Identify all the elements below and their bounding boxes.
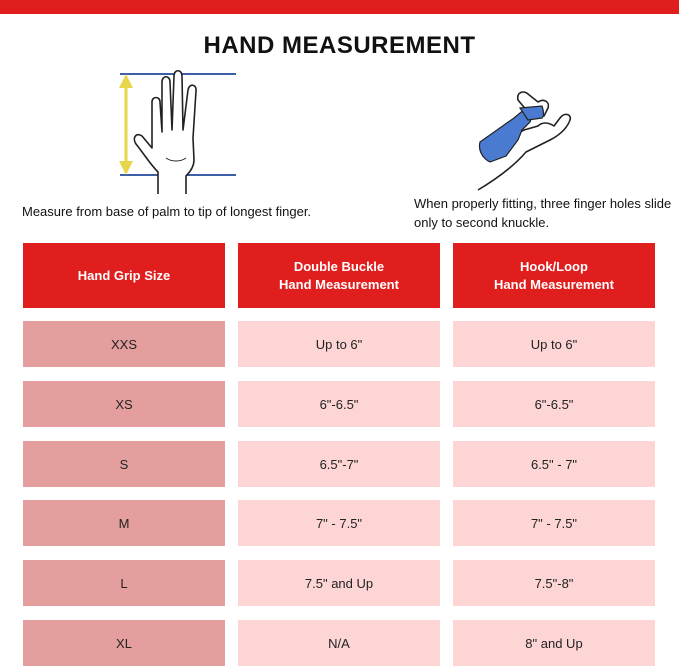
hook-loop-cell-xxs: Up to 6" <box>453 321 655 367</box>
hook-loop-cell-m: 7" - 7.5" <box>453 500 655 546</box>
hand-measurement-icon <box>100 62 240 197</box>
header-label-line2: Hand Measurement <box>494 276 614 292</box>
size-cell-s: S <box>23 441 225 487</box>
header-hand-grip-size <box>23 243 225 308</box>
size-cell-l: L <box>23 560 225 606</box>
double-buckle-cell-xs: 6"-6.5" <box>238 381 440 427</box>
double-buckle-cell-s: 6.5"-7" <box>238 441 440 487</box>
double-buckle-cell-m: 7" - 7.5" <box>238 500 440 546</box>
size-cell-xxs: XXS <box>23 321 225 367</box>
double-buckle-cell-xl: N/A <box>238 620 440 666</box>
hook-loop-cell-xl: 8" and Up <box>453 620 655 666</box>
hook-loop-cell-l: 7.5"-8" <box>453 560 655 606</box>
hook-loop-cell-s: 6.5" - 7" <box>453 441 655 487</box>
header-label-line2: Hand Measurement <box>279 276 399 292</box>
fit-caption: When properly fitting, three finger holes slide only to second knuckle. <box>414 196 672 230</box>
header-label: Hand Grip Size <box>77 267 171 283</box>
page-title: HAND MEASUREMENT <box>203 32 476 59</box>
size-cell-xl: XL <box>23 620 225 666</box>
header-double-buckle <box>238 243 440 308</box>
size-cell-xs: XS <box>23 381 225 427</box>
grip-fitting-icon <box>458 82 588 192</box>
size-cell-m: M <box>23 500 225 546</box>
top-accent-bar <box>0 0 679 14</box>
header-label-line1: Hook/Loop <box>520 258 588 274</box>
header-hook-loop <box>453 243 655 308</box>
header-label-line1: Double Buckle <box>293 258 385 274</box>
double-buckle-cell-l: 7.5" and Up <box>238 560 440 606</box>
palm-measure-caption: Measure from base of palm to tip of longest finger. <box>22 204 312 219</box>
hook-loop-cell-xs: 6"-6.5" <box>453 381 655 427</box>
double-buckle-cell-xxs: Up to 6" <box>238 321 440 367</box>
